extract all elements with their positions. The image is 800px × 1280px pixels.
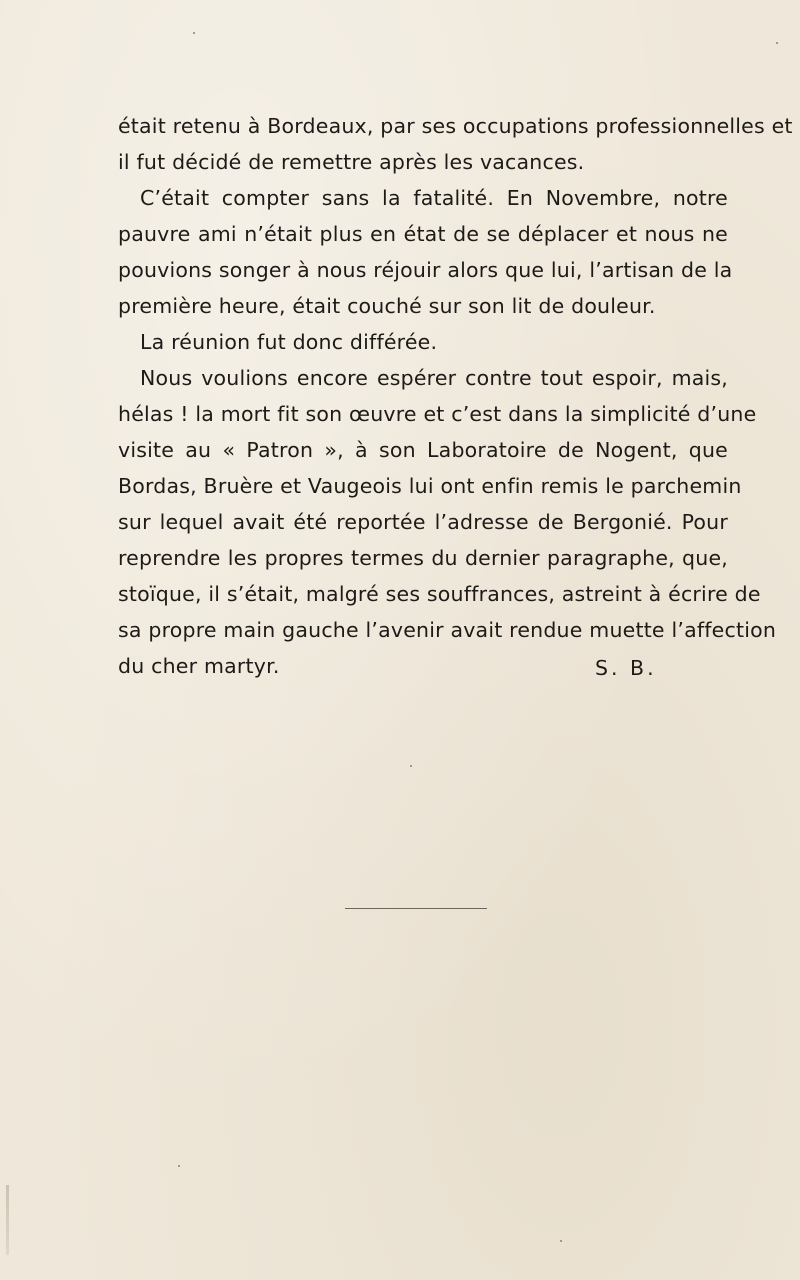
paper-edge-shadow xyxy=(6,1185,9,1255)
text-line: Nous voulions encore espérer contre tout espoir, mais, xyxy=(140,366,728,390)
text-line: stoïque, il s’était, malgré ses souffrances, astreint à écrire de xyxy=(118,582,761,606)
text-line: sa propre main gauche l’avenir avait rendue muette l’affection xyxy=(118,618,777,642)
text-line: il fut décidé de remettre après les vacances. xyxy=(118,150,585,174)
text-line: pouvions songer à nous réjouir alors que lui, l’artisan de la xyxy=(118,258,733,282)
text-line: Bordas, Bruère et Vaugeois lui ont enfin remis le parchemin xyxy=(118,474,742,498)
text-line: était retenu à Bordeaux, par ses occupations professionnelles et xyxy=(118,114,793,138)
paper-speck xyxy=(560,1240,562,1242)
body-text xyxy=(118,108,793,684)
text-line: C’était compter sans la fatalité. En Novembre, notre xyxy=(140,186,728,210)
text-line: hélas ! la mort fit son œuvre et c’est dans la simplicité d’une xyxy=(118,402,757,426)
text-line: sur lequel avait été reportée l’adresse de Bergonié. Pour xyxy=(118,510,728,534)
paper-speck xyxy=(776,42,778,44)
paper-speck xyxy=(410,765,412,767)
text-line: reprendre les propres termes du dernier paragraphe, que, xyxy=(118,546,728,570)
text-line: première heure, était couché sur son lit de douleur. xyxy=(118,294,656,318)
paper-speck xyxy=(193,32,195,34)
paper-speck xyxy=(178,1165,180,1167)
text-line: pauvre ami n’était plus en état de se déplacer et nous ne xyxy=(118,222,728,246)
signature: S. B. xyxy=(595,656,657,680)
end-rule xyxy=(345,908,487,909)
text-line: La réunion fut donc différée. xyxy=(140,330,438,354)
text-line: visite au « Patron », à son Laboratoire de Nogent, que xyxy=(118,438,728,462)
text-line: du cher martyr. xyxy=(118,654,280,678)
